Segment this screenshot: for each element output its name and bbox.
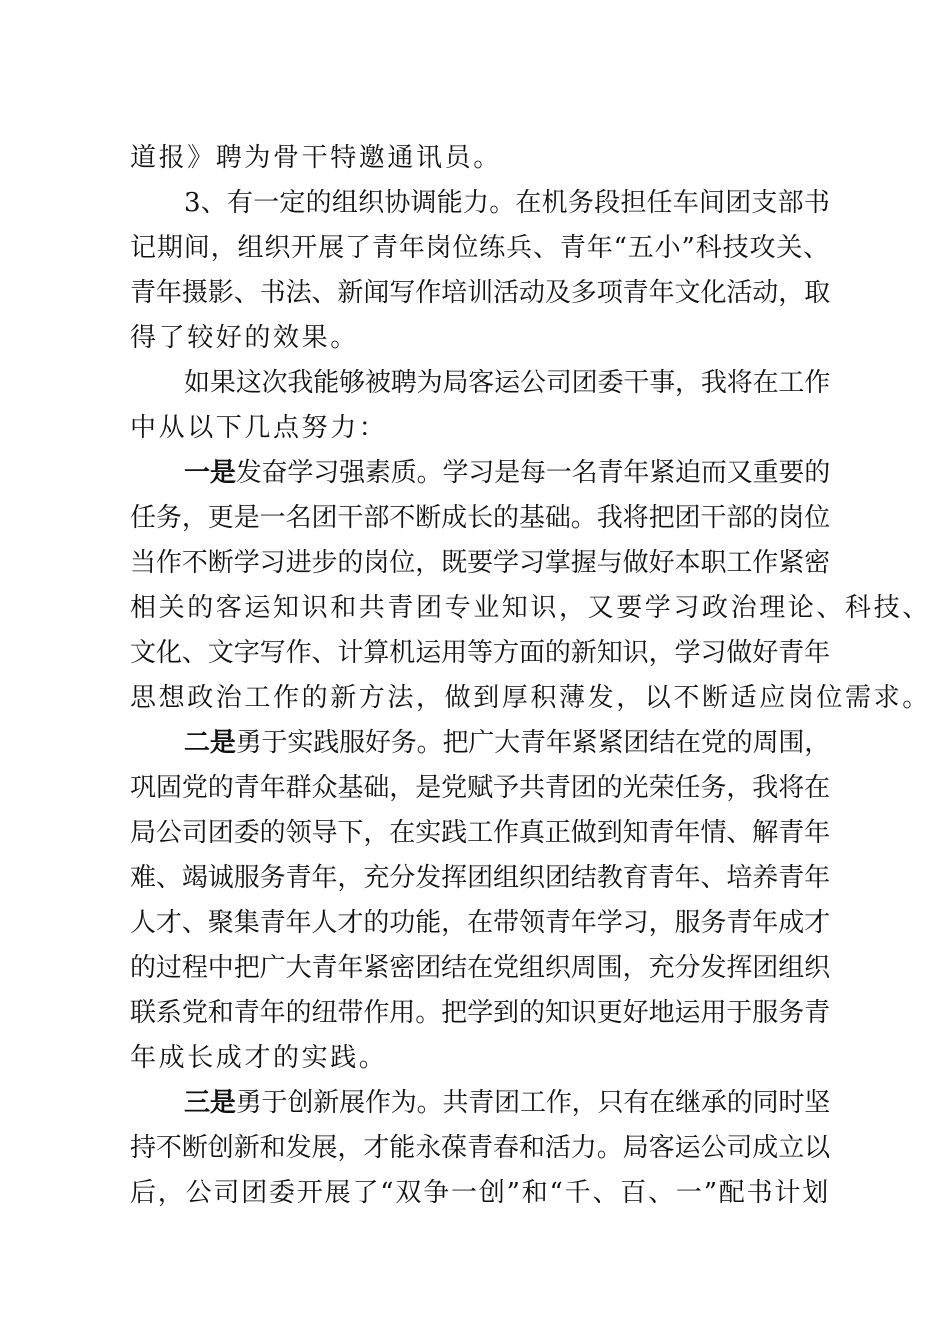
text-line: [130, 991, 830, 1036]
line-text: 3、有一定的组织协调能力。在机务段担任车间团支部书: [184, 188, 830, 218]
bold-lead-phrase: 二是: [184, 728, 236, 758]
line-text: 局公司团委的领导下，在实践工作真正做到知青年情、解青年: [130, 818, 830, 848]
line-text: 当作不断学习进步的岗位，既要学习掌握与做好本职工作紧密: [130, 548, 830, 578]
line-text: 相关的客运知识和共青团专业知识，又要学习政治理论、科技、: [130, 593, 931, 623]
line-text: 的过程中把广大青年紧密团结在党组织周围，充分发挥团组织: [130, 953, 830, 983]
line-text: 青年摄影、书法、新闻写作培训活动及多项青年文化活动，取: [130, 278, 830, 308]
text-line: [130, 226, 830, 271]
text-line: [130, 1126, 830, 1171]
text-line: [130, 586, 931, 631]
line-text: 文化、文字写作、计算机运用等方面的新知识，学习做好青年: [130, 638, 830, 668]
text-line: [130, 541, 830, 586]
text-line: [130, 856, 830, 901]
text-line: [130, 676, 931, 721]
text-line: [130, 136, 830, 181]
text-line: [130, 361, 830, 406]
line-text: 人才、聚集青年人才的功能，在带领青年学习，服务青年成才: [130, 908, 830, 938]
line-text: 中从以下几点努力：: [130, 413, 388, 443]
line-text: 任务，更是一名团干部不断成长的基础。我将把团干部的岗位: [130, 503, 830, 533]
text-line: [130, 316, 830, 361]
line-text: 年成长成才的实践。: [130, 1043, 388, 1073]
text-line: [130, 766, 830, 811]
line-text: 难、竭诚服务青年，充分发挥团组织团结教育青年、培养青年: [130, 863, 830, 893]
line-text: 道报》聘为骨干特邀通讯员。: [130, 143, 502, 173]
text-line: [130, 406, 830, 451]
text-line: [130, 496, 830, 541]
line-text: 巩固党的青年群众基础，是党赋予共青团的光荣任务，我将在: [130, 773, 830, 803]
text-line: [130, 181, 830, 226]
line-text: 勇于创新展作为。共青团工作，只有在继承的同时坚: [235, 1088, 830, 1118]
text-line: [130, 721, 830, 766]
text-line: [130, 631, 830, 676]
bold-lead-phrase: 三是: [184, 1088, 236, 1118]
text-line: [130, 946, 830, 991]
document-body: [130, 136, 931, 1216]
bold-lead-phrase: 一是: [184, 458, 236, 488]
text-line: [130, 811, 830, 856]
line-text: 勇于实践服好务。把广大青年紧紧团结在党的周围，: [235, 728, 830, 758]
text-line: [130, 451, 830, 496]
text-line: [130, 1081, 830, 1126]
line-text: 思想政治工作的新方法，做到厚积薄发，以不断适应岗位需求。: [130, 683, 931, 713]
line-text: 联系党和青年的纽带作用。把学到的知识更好地运用于服务青: [130, 998, 830, 1028]
text-line: [130, 1171, 830, 1216]
line-text: 发奋学习强素质。学习是每一名青年紧迫而又重要的: [235, 458, 830, 488]
text-line: [130, 1036, 830, 1081]
line-text: 后，公司团委开展了“双争一创”和“千、百、一”配书计划: [130, 1178, 830, 1208]
line-text: 如果这次我能够被聘为局客运公司团委干事，我将在工作: [184, 368, 830, 398]
line-text: 持不断创新和发展，才能永葆青春和活力。局客运公司成立以: [130, 1133, 830, 1163]
text-line: [130, 901, 830, 946]
text-line: [130, 271, 830, 316]
line-text: 记期间，组织开展了青年岗位练兵、青年“五小”科技攻关、: [130, 233, 830, 263]
line-text: 得了较好的效果。: [130, 323, 359, 353]
